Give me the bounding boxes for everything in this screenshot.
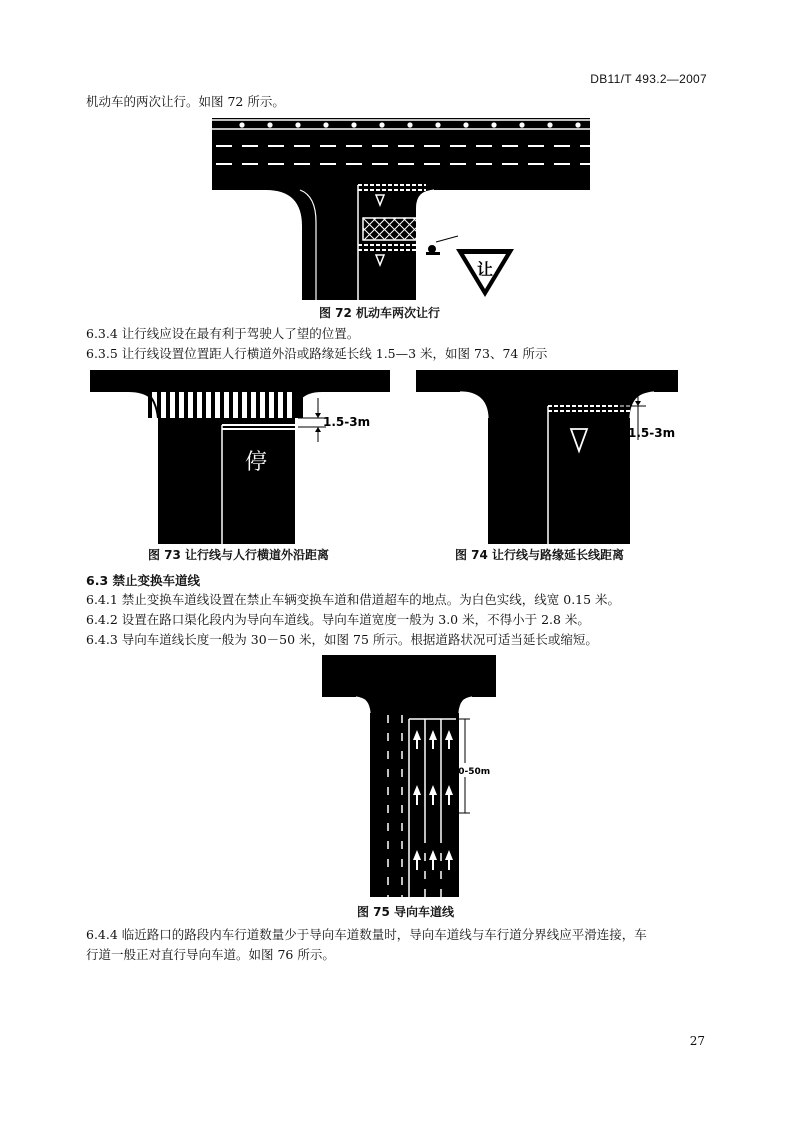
section-6-3-heading: 6.3 禁止变换车道线	[86, 573, 200, 588]
figure-75-diagram	[322, 655, 502, 897]
stop-road-marking-text: 停	[244, 450, 268, 475]
figure-75-caption: 图 75 导向车道线	[357, 905, 455, 919]
paragraph-6-3-4: 6.3.4 让行线应设在最有利于驾驶人了望的位置。	[86, 326, 360, 341]
paragraph-6-4-2: 6.4.2 设置在路口渠化段内为导向车道线。导向车道宽度一般为 3.0 米，不得小于 2.8 米。	[86, 612, 590, 627]
figure-73-caption: 图 73 让行线与人行横道外沿距离	[148, 548, 330, 562]
figure-74-distance-label: 1.5-3m	[628, 426, 676, 440]
document-id-header: DB11/T 493.2—2007	[590, 72, 707, 86]
figure-75-length-label: 30-50m	[452, 767, 491, 777]
figure-74-diagram	[416, 370, 706, 544]
paragraph-6-4-1: 6.4.1 禁止变换车道线设置在禁止车辆变换车道和借道超车的地点。为白色实线，线宽 0.15 米。	[86, 592, 621, 607]
paragraph-6-4-4-line-2: 行道一般正对直行导向车道。如图 76 所示。	[86, 947, 335, 962]
paragraph-6-4-4-line-1: 6.4.4 临近路口的路段内车行道数量少于导向车道数量时，导向车道线与车行道分界线应平滑连接，车	[86, 927, 647, 942]
intro-paragraph: 机动车的两次让行。如图 72 所示。	[86, 94, 285, 109]
figure-73-diagram	[90, 370, 390, 544]
figure-72-diagram	[212, 118, 590, 300]
page-number: 27	[689, 1034, 705, 1048]
figure-74-caption: 图 74 让行线与路缘延长线距离	[455, 548, 625, 562]
figure-72-caption: 图 72 机动车两次让行	[319, 306, 441, 320]
yield-sign-icon	[454, 247, 516, 299]
yield-sign-text: 让	[476, 260, 494, 279]
paragraph-6-3-5: 6.3.5 让行线设置位置距人行横道外沿或路缘延长线 1.5—3 米，如图 73、74 所示	[86, 346, 548, 361]
paragraph-6-4-3: 6.4.3 导向车道线长度一般为 30－50 米，如图 75 所示。根据道路状况可适当延长或缩短。	[86, 632, 598, 647]
figure-73-distance-label: 1.5-3m	[323, 415, 371, 429]
